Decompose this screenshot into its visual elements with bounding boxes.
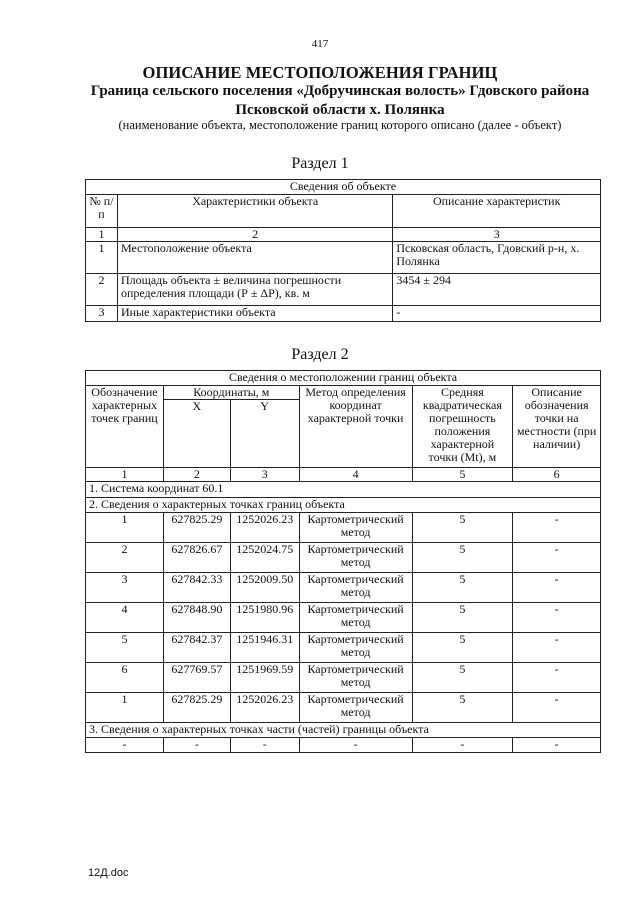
- coord-y: 1251980.96: [230, 603, 299, 633]
- points-section-label: 2. Сведения о характерных точках границ объекта: [86, 498, 601, 513]
- column-number: 5: [412, 468, 513, 482]
- point-description: -: [513, 633, 601, 663]
- mt-value: 5: [412, 633, 513, 663]
- characteristic-value: 3454 ± 294: [393, 274, 601, 306]
- table-row: [86, 543, 601, 573]
- point-description: -: [513, 603, 601, 633]
- coord-x: 627825.29: [163, 693, 230, 723]
- point-id: 2: [86, 543, 164, 573]
- header-points: Обозначение характерных точек границ: [86, 386, 164, 468]
- method: Картометрический метод: [299, 543, 412, 573]
- table-row: [86, 633, 601, 663]
- section-1-title: Раздел 1: [291, 155, 349, 172]
- characteristic-value: -: [393, 306, 601, 322]
- point-id: 1: [86, 693, 164, 723]
- document-title: ОПИСАНИЕ МЕСТОПОЛОЖЕНИЯ ГРАНИЦ: [142, 63, 498, 82]
- mt-value: 5: [412, 543, 513, 573]
- method: Картометрический метод: [299, 573, 412, 603]
- coord-x: 627842.37: [163, 633, 230, 663]
- header-description: Описание характеристик: [393, 195, 601, 228]
- coord-y: 1251969.59: [230, 663, 299, 693]
- object-info-table: [85, 179, 601, 322]
- header-point-description: Описание обозначения точки на местности (при наличии): [513, 386, 601, 468]
- coordinate-system-label: 1. Система координат 60.1: [86, 482, 601, 498]
- empty-cell: -: [412, 738, 513, 753]
- point-id: 3: [86, 573, 164, 603]
- header-characteristics: Характеристики объекта: [117, 195, 392, 228]
- method: Картометрический метод: [299, 663, 412, 693]
- boundary-points-table: [85, 370, 601, 753]
- column-number: 2: [117, 228, 392, 242]
- coord-y: 1252026.23: [230, 513, 299, 543]
- point-id: 6: [86, 663, 164, 693]
- table-row: [86, 693, 601, 723]
- table-row: [86, 603, 601, 633]
- point-description: -: [513, 693, 601, 723]
- point-description: -: [513, 543, 601, 573]
- column-number: 1: [86, 228, 118, 242]
- empty-cell: -: [230, 738, 299, 753]
- coord-y: 1251946.31: [230, 633, 299, 663]
- mt-value: 5: [412, 693, 513, 723]
- empty-cell: -: [299, 738, 412, 753]
- point-id: 5: [86, 633, 164, 663]
- page-number: 417: [311, 38, 329, 50]
- method: Картометрический метод: [299, 513, 412, 543]
- coord-x: 627848.90: [163, 603, 230, 633]
- empty-cell: -: [86, 738, 164, 753]
- point-description: -: [513, 573, 601, 603]
- point-id: 4: [86, 603, 164, 633]
- table-row: [86, 306, 601, 322]
- characteristic-value: Псковская область, Гдовский р-н, х. Полянка: [393, 242, 601, 274]
- file-name-footer: 12Д.doc: [88, 867, 129, 879]
- mt-value: 5: [412, 573, 513, 603]
- mt-value: 5: [412, 513, 513, 543]
- point-id: 1: [86, 513, 164, 543]
- header-error: Средняя квадратическая погрешность положения характерной точки (Mt), м: [412, 386, 513, 468]
- header-method: Метод определения координат характерной точки: [299, 386, 412, 468]
- characteristic-name: Местоположение объекта: [117, 242, 392, 274]
- column-number: 4: [299, 468, 412, 482]
- method: Картометрический метод: [299, 633, 412, 663]
- coord-x: 627825.29: [163, 513, 230, 543]
- characteristic-name: Иные характеристики объекта: [117, 306, 392, 322]
- subtitle-line-1: Граница сельского поселения «Добручинская волость» Гдовского района: [90, 83, 590, 99]
- row-number: 1: [86, 242, 118, 274]
- table-row: [86, 663, 601, 693]
- coord-y: 1252026.23: [230, 693, 299, 723]
- table-row: [86, 274, 601, 306]
- column-number: 3: [230, 468, 299, 482]
- subtitle-line-2: Псковской области х. Полянка: [235, 102, 445, 118]
- section-2-title: Раздел 2: [291, 346, 349, 363]
- empty-cell: -: [513, 738, 601, 753]
- table-title: Сведения о местоположении границ объекта: [86, 371, 601, 386]
- point-description: -: [513, 663, 601, 693]
- parts-section-label: 3. Сведения о характерных точках части (частей) границы объекта: [86, 723, 601, 738]
- table-row: [86, 738, 601, 753]
- column-number: 6: [513, 468, 601, 482]
- column-number: 1: [86, 468, 164, 482]
- coord-y: 1252024.75: [230, 543, 299, 573]
- characteristic-name: Площадь объекта ± величина погрешности определения площади (Р ± ΔР), кв. м: [117, 274, 392, 306]
- column-number: 3: [393, 228, 601, 242]
- empty-cell: -: [163, 738, 230, 753]
- header-coordinates: Координаты, м: [163, 386, 299, 400]
- header-x: X: [163, 400, 230, 468]
- mt-value: 5: [412, 663, 513, 693]
- header-number: № п/п: [86, 195, 118, 228]
- header-y: Y: [230, 400, 299, 468]
- row-number: 2: [86, 274, 118, 306]
- table-row: [86, 513, 601, 543]
- table-row: [86, 573, 601, 603]
- method: Картометрический метод: [299, 603, 412, 633]
- coord-x: 627826.67: [163, 543, 230, 573]
- method: Картометрический метод: [299, 693, 412, 723]
- mt-value: 5: [412, 603, 513, 633]
- point-description: -: [513, 513, 601, 543]
- table-title: Сведения об объекте: [86, 180, 601, 195]
- coord-x: 627842.33: [163, 573, 230, 603]
- coord-x: 627769.57: [163, 663, 230, 693]
- document-subtitle: [60, 82, 620, 120]
- row-number: 3: [86, 306, 118, 322]
- object-note: (наименование объекта, местоположение границ которого описано (далее - объект): [118, 118, 562, 132]
- coord-y: 1252009.50: [230, 573, 299, 603]
- table-row: [86, 242, 601, 274]
- column-number: 2: [163, 468, 230, 482]
